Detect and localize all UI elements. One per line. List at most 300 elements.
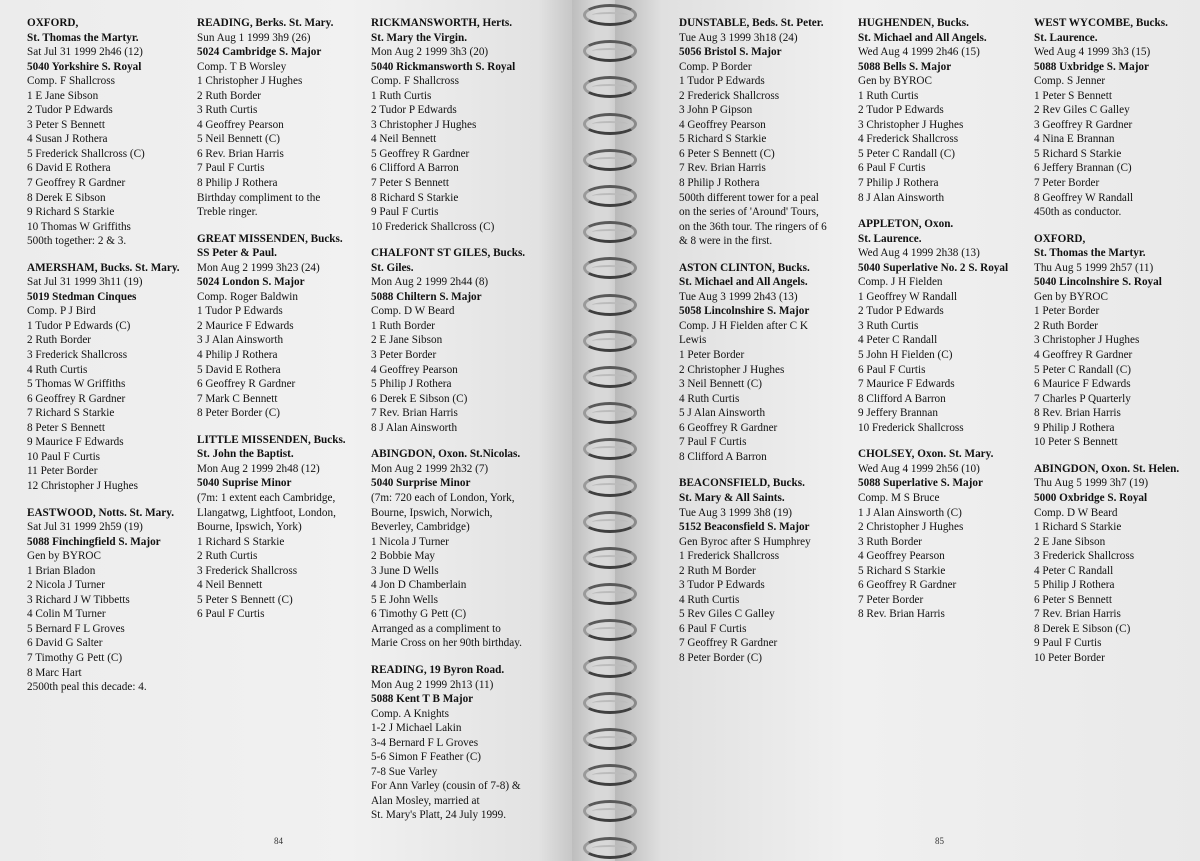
entry-text-line: 1 Frederick Shallcross [679,550,780,563]
entry-heading-line: DUNSTABLE, Beds. St. Peter. [679,17,824,29]
entry-text-line: 2 Ruth Curtis [197,550,258,563]
entry-text-line: 2 Tudor P Edwards [27,104,113,117]
entry-heading-line: 5088 Finchingfield S. Major [27,535,161,548]
entry-text-line: 7 Geoffrey R Gardner [27,177,126,190]
entry-text-line: 6 Paul F Curtis [858,162,926,175]
entry-heading-line: APPLETON, Oxon. [858,218,954,231]
spiral-coil [583,511,637,533]
entry-text-line: 1 Tudor P Edwards [679,75,765,88]
entry-text-line: 6 Geoffrey R Gardner [27,392,126,405]
entry-text-line: 6 Paul F Curtis [858,363,926,376]
entry-text-line: 8 Philip J Rothera [197,177,278,190]
peal-entry [27,261,180,494]
entry-heading-line: 5040 Superlative No. 2 S. Royal [858,261,1009,274]
entry-heading-line: READING, Berks. St. Mary. [197,17,334,29]
entry-text-line: 7 Mark C Bennett [197,392,278,405]
entry-text-line: 1 Brian Bladon [27,564,96,577]
entry-text-line: Sat Jul 31 1999 3h11 (19) [27,276,143,289]
entry-heading-line: 5040 Lincolnshire S. Royal [1034,276,1162,289]
entry-text-line: 3 Ruth Curtis [197,104,258,117]
entry-text-line: Gen by BYROC [858,75,932,88]
entry-text-line: 9 Philip J Rothera [1034,421,1115,434]
entry-text-line: 6 Derek E Sibson (C) [371,392,468,405]
entry-text-line: Comp. D W Beard [1034,506,1118,519]
entry-text-line: 8 Derek E Sibson [27,191,106,204]
page-number: 84 [274,836,283,846]
entry-text-line: 8 Peter Border (C) [679,651,762,664]
entry-text-line: 6 Geoffrey R Gardner [197,378,296,391]
entry-text-line: 6 David E Rothera [27,162,111,175]
entry-text-line: 4 Neil Bennett [371,133,437,146]
entry-text-line: Comp. S Jenner [1034,75,1106,88]
entry-heading-line: 5088 Superlative S. Major [858,477,983,490]
entry-text-line: Mon Aug 2 1999 3h23 (24) [197,261,320,274]
column [371,16,525,835]
entry-text-line: St. Mary's Platt, 24 July 1999. [371,809,507,822]
entry-heading-line: 5056 Bristol S. Major [679,46,782,59]
entry-heading-line: READING, 19 Byron Road. [371,663,505,676]
entry-text-line: 3 Richard J W Tibbetts [27,593,130,606]
entry-text-line: 1 Peter S Bennett [1034,89,1112,102]
entry-heading-line: ABINGDON, Oxon. St.Nicolas. [371,448,521,461]
entry-heading-line: OXFORD, [27,17,79,29]
entry-text-line: 5 Richard S Starkie [858,564,946,577]
entry-text-line: 5 J Alan Ainsworth [679,407,766,420]
entry-text-line: on the series of 'Around' Tours, [679,206,819,219]
entry-text-line: 5 John H Fielden (C) [858,349,953,362]
entry-text-line: 4 Nina E Brannan [1034,133,1115,146]
peal-entry [197,433,346,622]
entry-text-line: 10 Paul F Curtis [27,450,101,463]
entry-heading-line: OXFORD, [1034,232,1086,245]
entry-heading-line: 5040 Suprise Minor [197,477,292,490]
entry-text-line: 6 Peter S Bennett (C) [679,147,775,160]
entry-text-line: 4 Ruth Curtis [27,363,88,376]
entry-text-line: Wed Aug 4 1999 2h56 (10) [858,462,980,475]
entry-text-line: Gen by BYROC [27,550,101,563]
entry-heading-line: St. Thomas the Martyr. [27,31,139,44]
entry-text-line: Tue Aug 3 1999 3h18 (24) [679,31,798,44]
spiral-coil [583,547,637,569]
entry-text-line: 6 Clifford A Barron [371,162,459,175]
entry-heading-line: WEST WYCOMBE, Bucks. [1034,17,1168,29]
entry-text-line: 9 Jeffery Brannan [858,407,938,420]
entry-text-line: 8 Philip J Rothera [679,177,760,190]
entry-heading-line: 5024 London S. Major [197,276,305,289]
peal-entry [679,476,827,665]
entry-text-line: 2 E Jane Sibson [371,334,443,347]
entry-text-line: 7 Timothy G Pett (C) [27,651,123,664]
peal-entry [371,246,525,435]
spiral-coil [583,113,637,135]
entry-text-line: 8 Clifford A Barron [858,392,946,405]
peal-entry [858,16,1008,205]
entry-text-line: Tue Aug 3 1999 3h8 (19) [679,506,793,519]
entry-heading-line: St. Mary the Virgin. [371,31,468,44]
entry-text-line: 2 Rev Giles C Galley [1034,104,1130,117]
entry-text-line: Thu Aug 5 1999 3h7 (19) [1034,477,1149,490]
entry-text-line: Mon Aug 2 1999 2h44 (8) [371,276,489,289]
entry-heading-line: 5088 Bells S. Major [858,60,952,73]
entry-heading-line: St. Thomas the Martyr. [1034,247,1146,260]
entry-text-line: 10 Peter S Bennett [1034,436,1118,449]
entry-text-line: 4 Ruth Curtis [679,392,740,405]
entry-text-line: 3 Ruth Border [858,535,923,548]
entry-text-line: 1 Tudor P Edwards [197,305,283,318]
entry-text-line: 8 Clifford A Barron [679,450,767,463]
entry-text-line: 8 Derek E Sibson (C) [1034,622,1131,635]
entry-text-line: Birthday compliment to the [197,191,321,204]
entry-text-line: Tue Aug 3 1999 2h43 (13) [679,290,798,303]
entry-text-line: 5 Peter C Randall (C) [1034,363,1131,376]
entry-text-line: 3 Tudor P Edwards [679,579,765,592]
entry-text-line: Comp. F Shallcross [371,75,459,88]
entry-text-line: 8 Peter Border (C) [197,407,280,420]
entry-text-line: 4 Geoffrey Pearson [371,363,458,376]
peal-entry [371,663,525,823]
entry-text-line: 4 Geoffrey Pearson [858,550,945,563]
entry-text-line: 4 Jon D Chamberlain [371,579,467,592]
entry-text-line: 2 Tudor P Edwards [371,104,457,117]
spiral-coil [583,149,637,171]
entry-text-line: 2 Nicola J Turner [27,579,106,592]
entry-text-line: 3 Christopher J Hughes [858,118,964,131]
entry-heading-line: St. John the Baptist. [197,448,294,461]
entry-heading-line: 5024 Cambridge S. Major [197,46,322,59]
entry-heading-line: 5000 Oxbridge S. Royal [1034,491,1148,504]
entry-text-line: 4 Geoffrey Pearson [679,118,766,131]
entry-text-line: 5 Richard S Starkie [1034,147,1122,160]
entry-text-line: 5 Rev Giles C Galley [679,608,775,621]
entry-text-line: Gen Byroc after S Humphrey [679,535,811,548]
entry-text-line: 2 Christopher J Hughes [858,521,964,534]
right-page [615,0,1200,861]
entry-text-line: 3 Neil Bennett (C) [679,378,762,391]
entry-text-line: 7 Peter Border [858,593,924,606]
entry-text-line: Comp. P J Bird [27,305,96,318]
entry-text-line: 9 Paul F Curtis [371,206,439,219]
entry-text-line: Mon Aug 2 1999 2h13 (11) [371,678,494,691]
entry-text-line: Gen by BYROC [1034,290,1108,303]
entry-text-line: 8 Peter S Bennett [27,421,105,434]
entry-text-line: 10 Thomas W Griffiths [27,220,131,233]
column [858,16,1008,634]
column [679,16,827,678]
spiral-coil [583,185,637,207]
entry-text-line: 1 Ruth Curtis [858,89,919,102]
entry-text-line: Comp. J H Fielden after C K [679,319,808,332]
entry-heading-line: St. Mary & All Saints. [679,491,785,504]
entry-text-line: Comp. F Shallcross [27,75,115,88]
entry-text-line: 1 Richard S Starkie [1034,521,1122,534]
entry-heading-line: St. Laurence. [1034,31,1098,44]
entry-heading-line: HUGHENDEN, Bucks. [858,17,969,29]
peal-entry [27,16,180,249]
column [27,16,180,707]
entry-text-line: 5 Philip J Rothera [371,378,452,391]
entry-text-line: 11 Peter Border [27,465,98,478]
entry-heading-line: 5019 Stedman Cinques [27,290,137,303]
spiral-coil [583,692,637,714]
entry-text-line: 8 Rev. Brian Harris [858,608,945,621]
entry-text-line: 5 Peter C Randall (C) [858,147,955,160]
entry-text-line: 9 Maurice F Edwards [27,436,124,449]
entry-heading-line: 5040 Yorkshire S. Royal [27,60,142,73]
entry-text-line: 6 Timothy G Pett (C) [371,608,467,621]
entry-text-line: 7-8 Sue Varley [371,765,438,778]
entry-text-line: 8 J Alan Ainsworth [371,421,458,434]
spiral-coil [583,475,637,497]
entry-text-line: 1 E Jane Sibson [27,89,99,102]
entry-text-line: 6 Paul F Curtis [679,622,747,635]
entry-text-line: 1 Richard S Starkie [197,535,285,548]
entry-heading-line: EASTWOOD, Notts. St. Mary. [27,506,174,519]
entry-text-line: Llangatwg, Lightfoot, London, [197,506,336,519]
entry-text-line: 6 David G Salter [27,637,103,650]
entry-heading-line: ASTON CLINTON, Bucks. [679,261,810,274]
entry-text-line: 4 Peter C Randall [858,334,938,347]
entry-text-line: 7 Maurice F Edwards [858,378,955,391]
spiral-coil [583,366,637,388]
peal-entry [1034,16,1179,220]
entry-text-line: 9 Richard S Starkie [27,206,115,219]
entry-text-line: 6 Geoffrey R Gardner [858,579,957,592]
entry-text-line: 4 Peter C Randall [1034,564,1114,577]
entry-heading-line: St. Laurence. [858,232,922,245]
entry-heading-line: St. Giles. [371,261,414,274]
entry-text-line: Treble ringer. [197,206,258,219]
entry-text-line: 1-2 J Michael Lakin [371,722,462,735]
entry-text-line: (7m: 720 each of London, York, [371,491,515,504]
entry-text-line: 10 Frederick Shallcross [858,421,964,434]
entry-text-line: 500th different tower for a peal [679,191,819,204]
entry-text-line: 2 Ruth M Border [679,564,756,577]
entry-text-line: Marie Cross on her 90th birthday. [371,637,522,650]
entry-text-line: Mon Aug 2 1999 2h32 (7) [371,462,489,475]
entry-text-line: 7 Rev. Brian Harris [371,407,458,420]
entry-text-line: 2 E Jane Sibson [1034,535,1106,548]
entry-text-line: 10 Frederick Shallcross (C) [371,220,495,233]
entry-text-line: 7 Richard S Starkie [27,407,115,420]
entry-heading-line: BEACONSFIELD, Bucks. [679,477,805,490]
peal-entry [679,16,827,249]
entry-text-line: Beverley, Cambridge) [371,521,470,534]
entry-text-line: 3 Frederick Shallcross [1034,550,1135,563]
entry-text-line: 5 Richard S Starkie [679,133,767,146]
entry-heading-line: GREAT MISSENDEN, Bucks. [197,232,343,245]
spiral-coil [583,656,637,678]
entry-text-line: Mon Aug 2 1999 3h3 (20) [371,46,489,59]
entry-text-line: 6 Geoffrey R Gardner [679,421,778,434]
entry-text-line: 3-4 Bernard F L Groves [371,736,479,749]
left-page [0,0,585,861]
entry-text-line: 4 Colin M Turner [27,608,106,621]
spiral-coil [583,330,637,352]
entry-text-line: 1 Peter Border [1034,305,1100,318]
entry-text-line: 2 Ruth Border [27,334,92,347]
entry-text-line: 2 Ruth Border [197,89,262,102]
entry-text-line: 7 Rev. Brian Harris [679,162,766,175]
entry-text-line: Arranged as a compliment to [371,622,501,635]
entry-text-line: 1 Christopher J Hughes [197,75,303,88]
entry-text-line: Comp. J H Fielden [858,276,943,289]
entry-heading-line: RICKMANSWORTH, Herts. [371,17,512,29]
entry-text-line: 5 Neil Bennett (C) [197,133,280,146]
entry-text-line: 450th as conductor. [1034,206,1122,219]
page-number: 85 [935,836,944,846]
entry-text-line: 4 Ruth Curtis [679,593,740,606]
peal-entry [1034,232,1179,450]
entry-heading-line: AMERSHAM, Bucks. St. Mary. [27,261,180,274]
entry-text-line: 1 Nicola J Turner [371,535,450,548]
entry-text-line: Comp. P Border [679,60,752,73]
entry-text-line: Comp. D W Beard [371,305,455,318]
spiral-coil [583,4,637,26]
entry-heading-line: 5088 Chiltern S. Major [371,290,482,303]
entry-text-line: 3 June D Wells [371,564,439,577]
entry-text-line: Wed Aug 4 1999 3h3 (15) [1034,46,1151,59]
entry-text-line: 4 Frederick Shallcross [858,133,959,146]
entry-text-line: Mon Aug 2 1999 2h48 (12) [197,462,320,475]
entry-text-line: Wed Aug 4 1999 2h46 (15) [858,46,980,59]
entry-text-line: on the 36th tour. The ringers of 6 [679,220,827,233]
entry-text-line: 5 Geoffrey R Gardner [371,147,470,160]
entry-text-line: 2 Christopher J Hughes [679,363,785,376]
entry-heading-line: 5040 Surprise Minor [371,477,471,490]
entry-text-line: 8 Marc Hart [27,666,82,679]
entry-text-line: 7 Paul F Curtis [679,436,747,449]
entry-text-line: Sun Aug 1 1999 3h9 (26) [197,31,311,44]
entry-text-line: 7 Charles P Quarterly [1034,392,1131,405]
entry-text-line: 4 Neil Bennett [197,579,263,592]
entry-text-line: Bourne, Ipswich, Norwich, [371,506,493,519]
entry-text-line: 6 Rev. Brian Harris [197,147,284,160]
entry-text-line: 7 Rev. Brian Harris [1034,608,1121,621]
entry-text-line: 8 Richard S Starkie [371,191,459,204]
entry-text-line: 2 Bobbie May [371,550,436,563]
peal-entry [197,232,346,421]
entry-text-line: 3 John P Gipson [679,104,753,117]
column [1034,16,1179,678]
peal-entry [27,506,180,695]
entry-heading-line: SS Peter & Paul. [197,247,277,260]
entry-text-line: Comp. T B Worsley [197,60,287,73]
entry-text-line: 3 J Alan Ainsworth [197,334,284,347]
peal-entry [858,217,1008,435]
entry-text-line: 4 Geoffrey R Gardner [1034,349,1133,362]
entry-text-line: 5 Bernard F L Groves [27,622,125,635]
entry-text-line: 3 Frederick Shallcross [197,564,298,577]
spiral-coil [583,294,637,316]
entry-text-line: 8 Geoffrey W Randall [1034,191,1134,204]
entry-text-line: 8 Rev. Brian Harris [1034,407,1121,420]
entry-heading-line: CHALFONT ST GILES, Bucks. [371,247,526,260]
entry-heading-line: St. Michael and All Angels. [858,31,987,44]
entry-text-line: 4 Philip J Rothera [197,349,278,362]
entry-text-line: 500th together: 2 & 3. [27,235,127,248]
entry-heading-line: CHOLSEY, Oxon. St. Mary. [858,448,994,461]
peal-entry [858,447,1008,622]
entry-text-line: Wed Aug 4 1999 2h38 (13) [858,247,980,260]
entry-text-line: Sat Jul 31 1999 2h59 (19) [27,521,143,534]
entry-text-line: 5 Peter S Bennett (C) [197,593,293,606]
entry-text-line: Comp. A Knights [371,707,450,720]
entry-text-line: 4 Susan J Rothera [27,133,108,146]
spiral-coil [583,837,637,859]
entry-text-line: 7 Peter S Bennett [371,177,449,190]
entry-text-line: Thu Aug 5 1999 2h57 (11) [1034,261,1154,274]
entry-text-line: 7 Peter Border [1034,177,1100,190]
entry-heading-line: ABINGDON, Oxon. St. Helen. [1034,462,1180,475]
entry-text-line: 3 Christopher J Hughes [371,118,477,131]
entry-text-line: 5 E John Wells [371,593,438,606]
entry-heading-line: 5088 Uxbridge S. Major [1034,60,1149,73]
entry-text-line: 7 Paul F Curtis [197,162,265,175]
entry-text-line: Lewis [679,334,707,347]
entry-text-line: 1 Geoffrey W Randall [858,290,958,303]
spiral-coil [583,728,637,750]
entry-text-line: 3 Ruth Curtis [858,319,919,332]
entry-text-line: 6 Jeffery Brannan (C) [1034,162,1132,175]
entry-text-line: 10 Peter Border [1034,651,1105,664]
entry-text-line: 6 Maurice F Edwards [1034,378,1131,391]
entry-text-line: 1 Peter Border [679,349,745,362]
entry-text-line: 2 Maurice F Edwards [197,319,294,332]
entry-heading-line: St. Michael and All Angels. [679,276,808,289]
entry-text-line: 9 Paul F Curtis [1034,637,1102,650]
entry-text-line: 2 Tudor P Edwards [858,305,944,318]
entry-text-line: 6 Paul F Curtis [197,608,265,621]
entry-text-line: 6 Peter S Bennett [1034,593,1112,606]
entry-text-line: 2 Frederick Shallcross [679,89,780,102]
peal-entry [371,16,525,234]
entry-text-line: 3 Peter S Bennett [27,118,105,131]
entry-text-line: 2 Ruth Border [1034,319,1099,332]
entry-text-line: 1 J Alan Ainsworth (C) [858,506,962,519]
entry-heading-line: 5088 Kent T B Major [371,693,474,706]
entry-text-line: 3 Frederick Shallcross [27,349,128,362]
entry-text-line: 7 Philip J Rothera [858,177,939,190]
entry-text-line: 8 J Alan Ainsworth [858,191,945,204]
entry-text-line: 2500th peal this decade: 4. [27,681,147,694]
peal-entry [679,261,827,465]
entry-text-line: 5 Frederick Shallcross (C) [27,147,145,160]
entry-text-line: 1 Ruth Border [371,319,436,332]
peal-entry [371,447,525,651]
entry-text-line: 4 Geoffrey Pearson [197,118,284,131]
entry-text-line: Bourne, Ipswich, York) [197,521,302,534]
entry-text-line: & 8 were in the first. [679,235,773,248]
entry-text-line: 3 Christopher J Hughes [1034,334,1140,347]
entry-text-line: 1 Ruth Curtis [371,89,432,102]
entry-heading-line: LITTLE MISSENDEN, Bucks. [197,433,346,446]
entry-text-line: 12 Christopher J Hughes [27,479,138,492]
entry-text-line: 5-6 Simon F Feather (C) [371,751,482,764]
entry-text-line: 5 David E Rothera [197,363,281,376]
entry-text-line: 5 Thomas W Griffiths [27,378,126,391]
entry-text-line: 3 Peter Border [371,349,437,362]
entry-text-line: 2 Tudor P Edwards [858,104,944,117]
peal-entry [1034,462,1179,666]
entry-heading-line: 5040 Rickmansworth S. Royal [371,60,516,73]
entry-text-line: Sat Jul 31 1999 2h46 (12) [27,46,143,59]
entry-text-line: Alan Mosley, married at [371,794,480,807]
entry-heading-line: 5058 Lincolnshire S. Major [679,305,810,318]
entry-text-line: 3 Geoffrey R Gardner [1034,118,1133,131]
entry-text-line: Comp. Roger Baldwin [197,290,298,303]
entry-text-line: (7m: 1 extent each Cambridge, [197,491,336,504]
entry-text-line: For Ann Varley (cousin of 7-8) & [371,780,521,793]
